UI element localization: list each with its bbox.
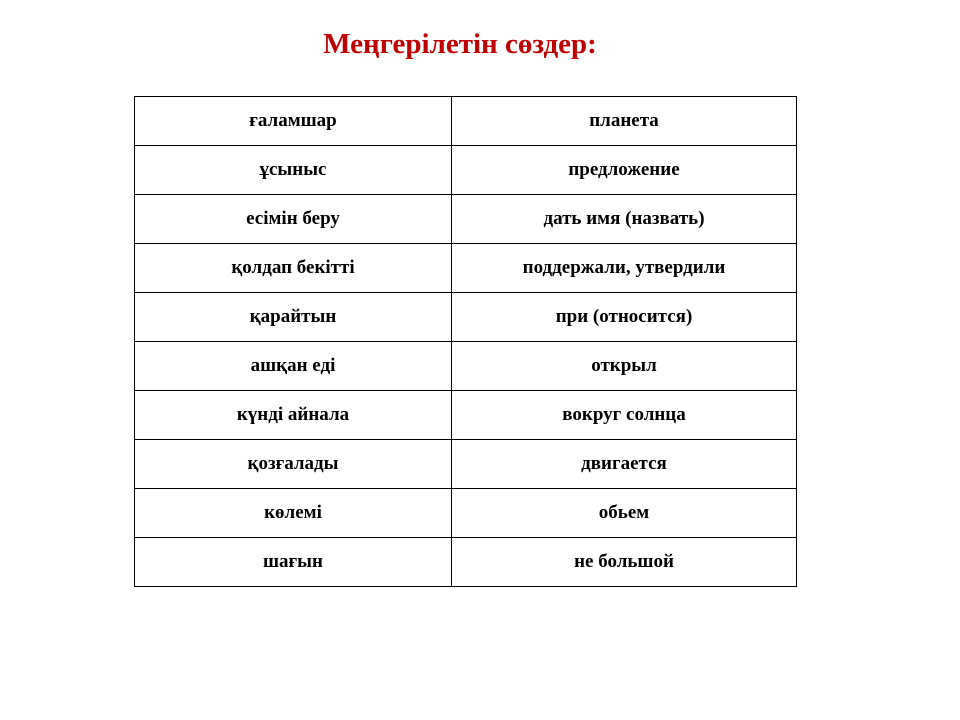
russian-translation-cell: предложение <box>452 146 797 195</box>
vocabulary-table <box>134 96 797 587</box>
russian-translation-cell: планета <box>452 97 797 146</box>
page-title: Меңгерілетін сөздер: <box>323 28 597 60</box>
table-row <box>135 244 797 293</box>
table-row <box>135 538 797 587</box>
russian-translation-cell: при (относится) <box>452 293 797 342</box>
table-row <box>135 489 797 538</box>
kazakh-word-cell: қозғалады <box>135 440 452 489</box>
table-row <box>135 146 797 195</box>
russian-translation-cell: поддержали, утвердили <box>452 244 797 293</box>
kazakh-word-cell: шағын <box>135 538 452 587</box>
table-row <box>135 391 797 440</box>
kazakh-word-cell: қарайтын <box>135 293 452 342</box>
russian-translation-cell: вокруг солнца <box>452 391 797 440</box>
kazakh-word-cell: қолдап бекітті <box>135 244 452 293</box>
kazakh-word-cell: көлемі <box>135 489 452 538</box>
kazakh-word-cell: ғаламшар <box>135 97 452 146</box>
table-row <box>135 440 797 489</box>
kazakh-word-cell: ашқан еді <box>135 342 452 391</box>
kazakh-word-cell: ұсыныс <box>135 146 452 195</box>
kazakh-word-cell: күнді айнала <box>135 391 452 440</box>
kazakh-word-cell: есімін беру <box>135 195 452 244</box>
table-row <box>135 97 797 146</box>
table-row <box>135 195 797 244</box>
table-row <box>135 342 797 391</box>
russian-translation-cell: обьем <box>452 489 797 538</box>
russian-translation-cell: дать имя (назвать) <box>452 195 797 244</box>
table-row <box>135 293 797 342</box>
russian-translation-cell: не большой <box>452 538 797 587</box>
russian-translation-cell: двигается <box>452 440 797 489</box>
russian-translation-cell: открыл <box>452 342 797 391</box>
